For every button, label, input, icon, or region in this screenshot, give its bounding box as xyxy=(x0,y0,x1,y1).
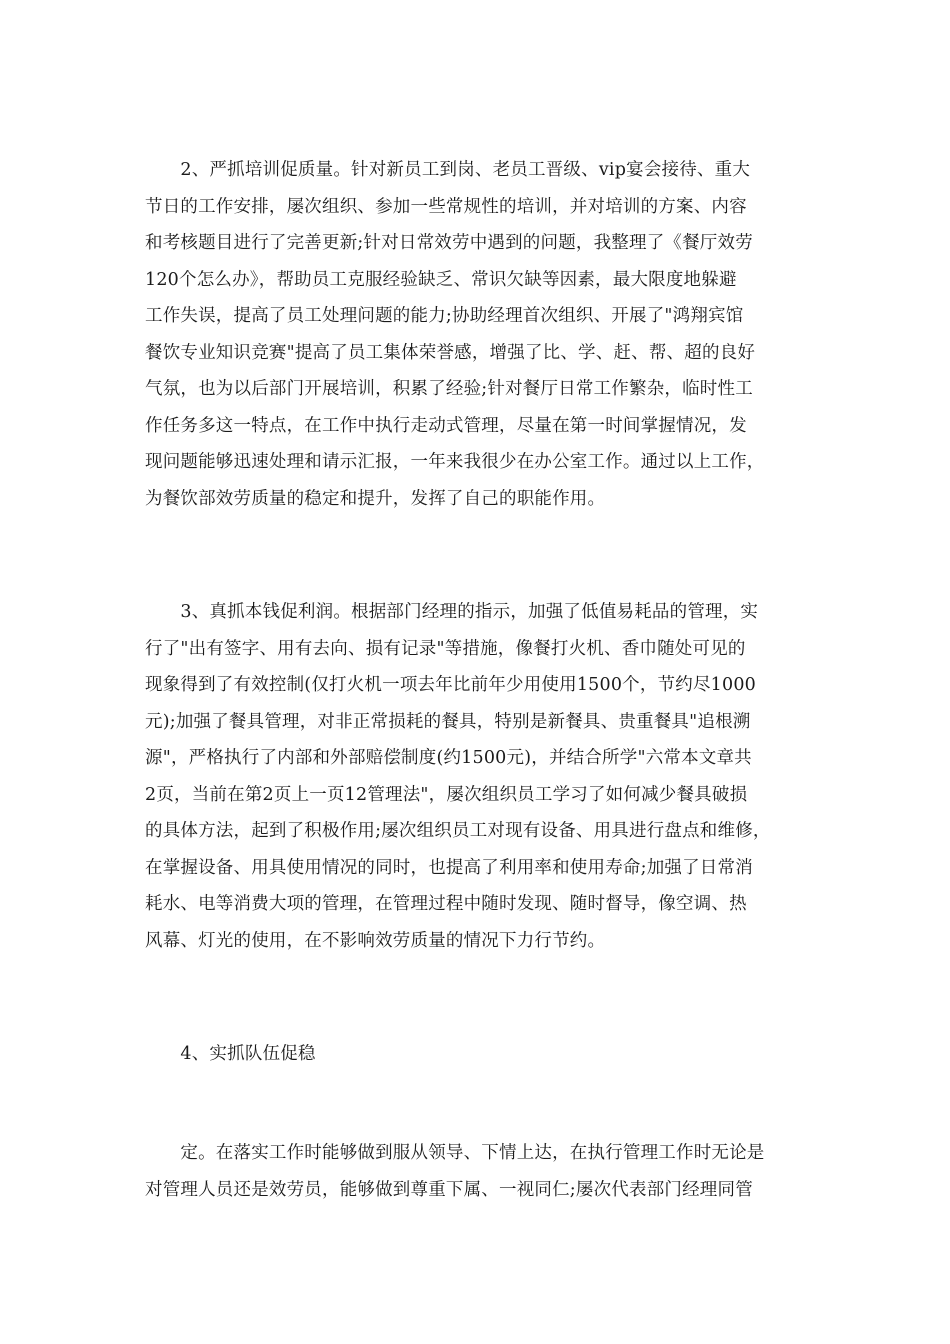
paragraph-team-stability: 定。在落实工作时能够做到服从领导、下情上达，在执行管理工作时无论是 对管理人员还是效劳员，能够做到尊重下属、一视同仁;屡次代表部门经理同管 xyxy=(145,1143,765,1200)
paragraph-training: 2、严抓培训促质量。针对新员工到岗、老员工晋级、vip宴会接待、重大 节日的工作安排，屡次组织、参加一些常规性的培训，并对培训的方案、内容 和考核题目进行了完善更新;针对日常效劳中遇到的问题，我整理了《餐厅效劳 120个怎么办》，帮助员工克服经验缺乏、常识欠缺等因素，最大限度地躲避 工作失误，提高了员工处理问题的能力;协助经理首次组织、开展了"鸿翔宾馆 餐饮专业知识竞赛"提高了员工集体荣誉感，增强了比、学、赶、帮、超的良好 气氛，也为以后部门开展培训，积累了经验;针对餐厅日常工作繁杂，临时性工 作任务多这一特点，在工作中执行走动式管理，尽量在第一时间掌握情况，发 现问题能够迅速处理和请示汇报，一年来我很少在办公室工作。通过以上工作， 为餐饮部效劳质量的稳定和提升，发挥了自己的职能作用。 xyxy=(145,160,765,509)
paragraph-cost-control: 3、真抓本钱促利润。根据部门经理的指示，加强了低值易耗品的管理，实 行了"出有签字、用有去向、损有记录"等措施，像餐打火机、香巾随处可见的 现象得到了有效控制(仅打火机一项去年比前年少用使用1500个，节约尽1000 元);加强了餐具管理，对非正常损耗的餐具，特别是新餐具、贵重餐具"追根溯 源"，严格执行了内部和外部赔偿制度(约1500元)，并结合所学"六常本文章共 2页，当前在第2页上一页12管理法"，屡次组织员工学习了如何减少餐具破损 的具体方法，起到了积极作用;屡次组织员工对现有设备、用具进行盘点和维修， 在掌握设备、用具使用情况的同时，也提高了利用率和使用寿命;加强了日常消 耗水、电等消费大项的管理，在管理过程中随时发现、随时督导，像空调、热 风幕、灯光的使用，在不影响效劳质量的情况下力行节约。 xyxy=(145,602,771,951)
paragraph-team-heading: 4、实抓队伍促稳 xyxy=(145,1044,316,1064)
